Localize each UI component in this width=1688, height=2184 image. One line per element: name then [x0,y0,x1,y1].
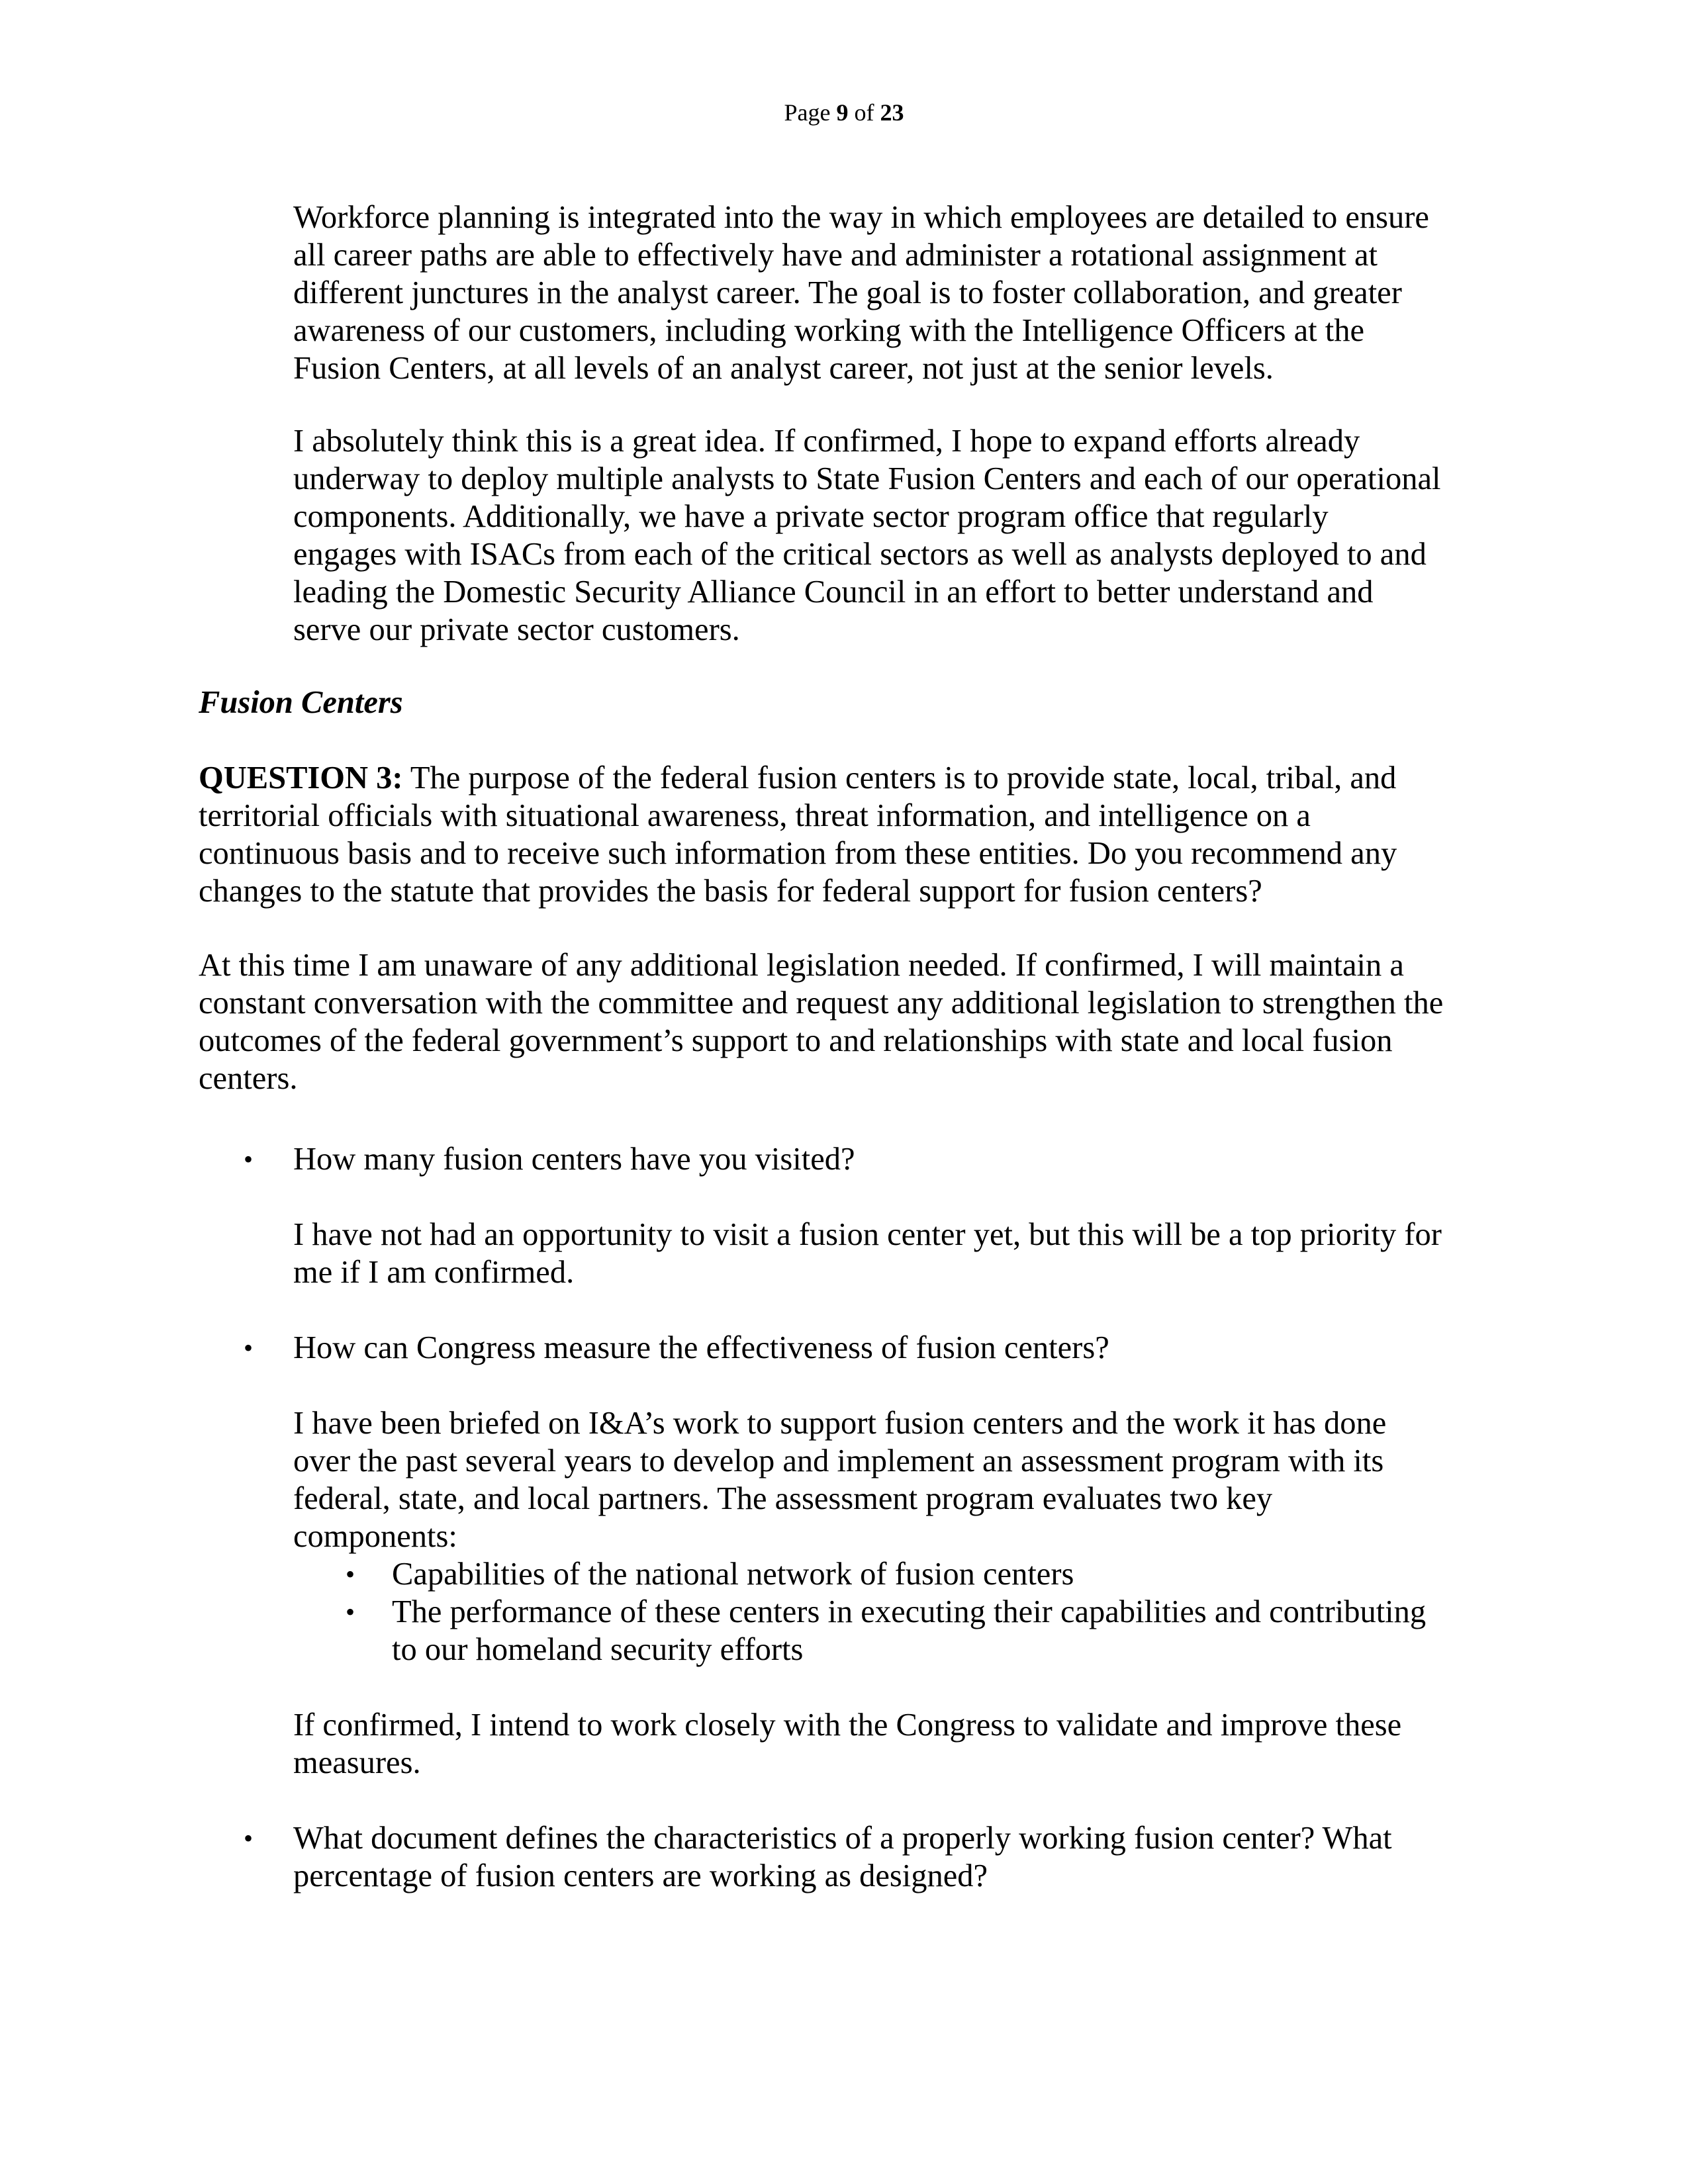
text-line: At this time I am unaware of any additional legislation needed. If confirmed, I will maintain a [199,948,1404,983]
text-line: How many fusion centers have you visited? [293,1142,855,1177]
text-line: Capabilities of the national network of fusion centers [392,1557,1074,1592]
sub-bullet-icon: • [346,1559,355,1589]
text-line: territorial officials with situational awareness, threat information, and intelligence on a [199,798,1311,833]
text-line: leading the Domestic Security Alliance Council in an effort to better understand and [293,574,1374,610]
text-line: engages with ISACs from each of the critical sectors as well as analysts deployed to and [293,537,1427,572]
page-total: 23 [880,99,904,126]
text-line: The performance of these centers in executing their capabilities and contributing [392,1594,1427,1629]
page-label: Page [784,99,831,126]
question-text: The purpose of the federal fusion centers is to provide state, local, tribal, and [402,760,1397,796]
sub-bullet-icon: • [346,1597,355,1627]
sub-bullet-performance [392,1593,1426,1668]
paragraph-workforce-planning [293,199,1429,387]
bullet-answer-measure-effectiveness [293,1404,1386,1555]
text-line: How can Congress measure the effectiveness of fusion centers? [293,1330,1109,1365]
page-of-label: of [854,99,874,126]
bullet-closing-validate-measures [293,1706,1401,1782]
text-line: percentage of fusion centers are working as designed? [293,1858,988,1893]
text-line: I have not had an opportunity to visit a fusion center yet, but this will be a top priority for [293,1217,1442,1252]
text-line: measures. [293,1745,421,1780]
text-line: awareness of our customers, including working with the Intelligence Officers at the [293,313,1364,348]
bullet-question-fusion-centers-visited [293,1140,855,1178]
text-line: I absolutely think this is a great idea. If confirmed, I hope to expand efforts already [293,424,1360,459]
text-line: components. Additionally, we have a private sector program office that regularly [293,499,1329,534]
page-number: 9 [836,99,849,126]
text-line: all career paths are able to effectively have and administer a rotational assignment at [293,238,1378,273]
text-line: to our homeland security efforts [392,1632,804,1667]
text-line: I have been briefed on I&A’s work to support fusion centers and the work it has done [293,1406,1387,1441]
answer-3 [199,946,1443,1097]
text-line: Fusion Centers, at all levels of an analyst career, not just at the senior levels. [293,351,1274,386]
bullet-icon: • [244,1333,254,1363]
text-line [199,759,1397,797]
bullet-question-measure-effectiveness [293,1329,1109,1367]
question-3 [199,759,1397,910]
paragraph-great-idea [293,422,1440,649]
sub-bullet-capabilities [392,1555,1074,1593]
text-line: changes to the statute that provides the basis for federal support for fusion centers? [199,874,1262,909]
text-line: If confirmed, I intend to work closely with the Congress to validate and improve these [293,1707,1402,1743]
text-line: Workforce planning is integrated into the way in which employees are detailed to ensure [293,200,1429,235]
text-line: over the past several years to develop and implement an assessment program with its [293,1443,1384,1479]
question-label: QUESTION 3: [199,760,403,796]
text-line: components: [293,1519,457,1554]
text-line: underway to deploy multiple analysts to State Fusion Centers and each of our operational [293,461,1441,496]
text-line: What document defines the characteristics of a properly working fusion center? What [293,1821,1392,1856]
page-header [0,98,1688,127]
text-line: continuous basis and to receive such information from these entities. Do you recommend any [199,836,1397,871]
text-line: outcomes of the federal government’s support to and relationships with state and local fusion [199,1023,1393,1058]
text-line: serve our private sector customers. [293,612,740,647]
bullet-answer-fusion-centers-visited [293,1216,1442,1291]
bullet-question-defining-document [293,1819,1392,1895]
bullet-icon: • [244,1144,254,1174]
bullet-icon: • [244,1823,254,1853]
section-heading-fusion-centers: Fusion Centers [199,685,403,720]
text-line: me if I am confirmed. [293,1255,575,1290]
text-line: constant conversation with the committee and request any additional legislation to strengthen the [199,985,1444,1021]
text-line: federal, state, and local partners. The assessment program evaluates two key [293,1481,1273,1516]
text-line: different junctures in the analyst career. The goal is to foster collaboration, and greater [293,275,1402,310]
text-line: centers. [199,1061,298,1096]
